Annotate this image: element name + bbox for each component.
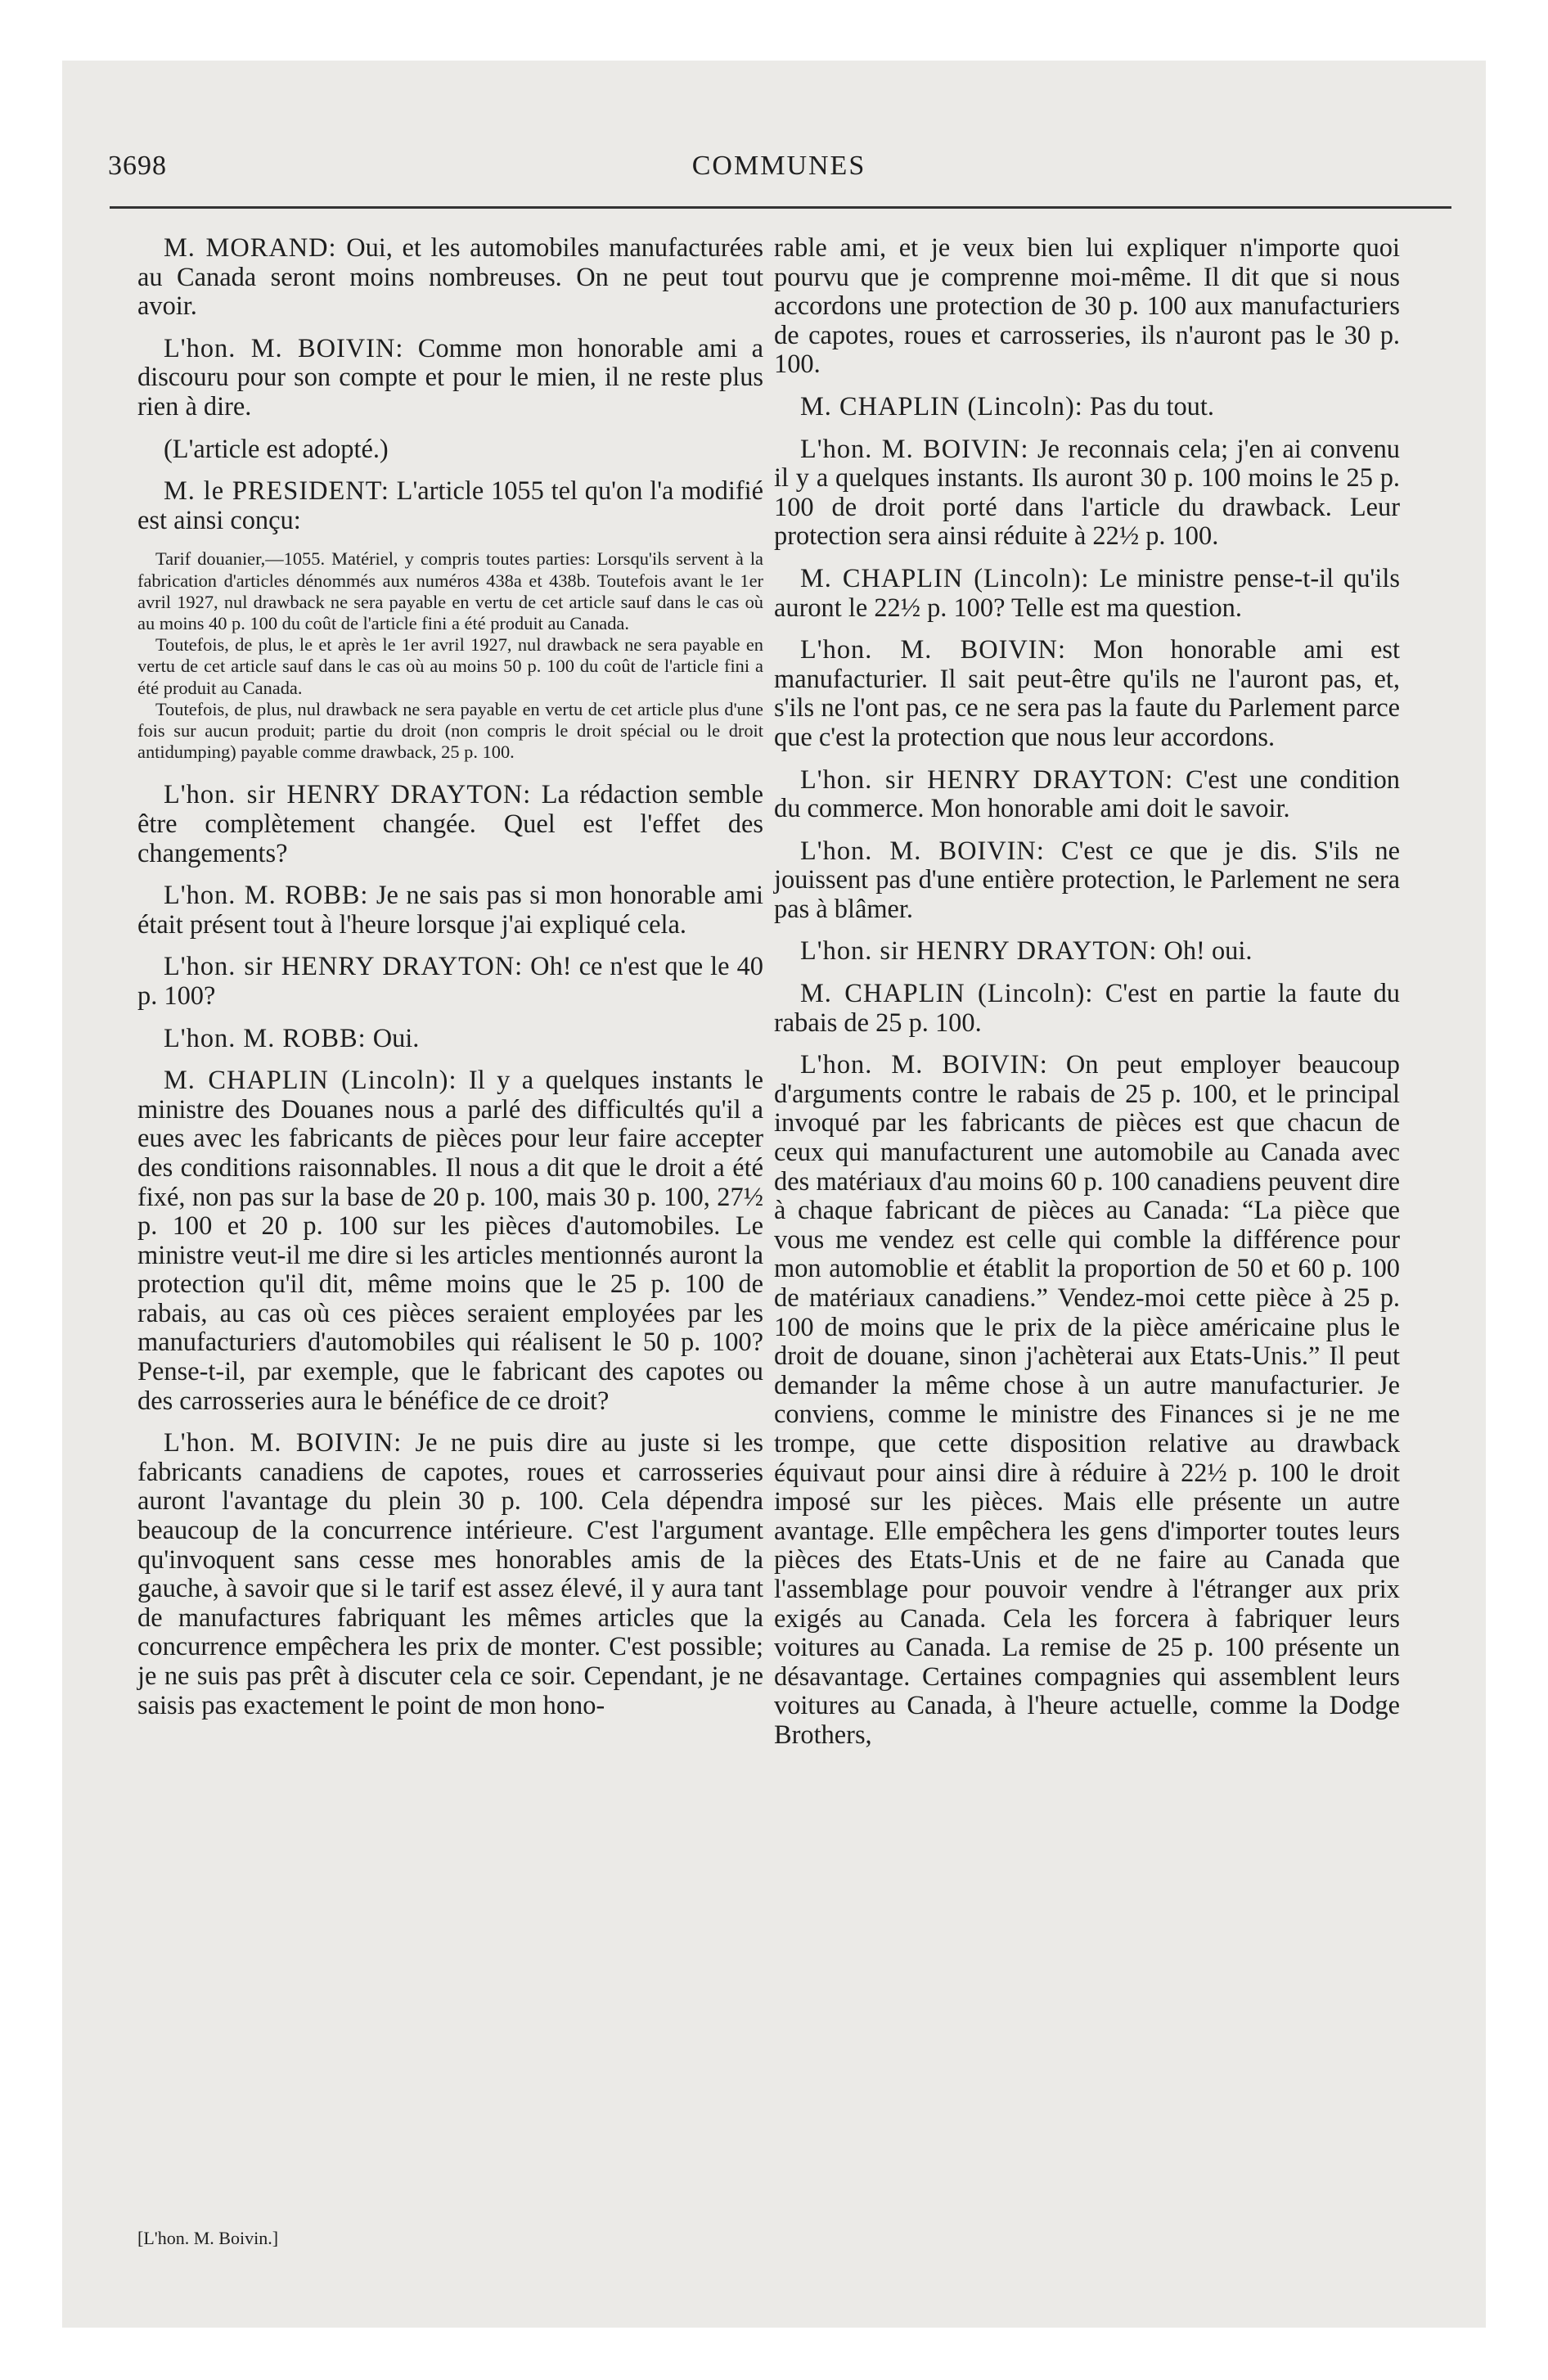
speech-text: C'est en partie la faute du rabais de 25 p. 100. [774,979,1400,1038]
speaker: L'hon. M. BOIVIN: [800,434,1029,464]
running-title: COMMUNES [691,151,866,181]
speech-text: Pas du tout. [1089,391,1214,421]
footer-attribution: [L'hon. M. Boivin.] [137,2228,279,2248]
right-column [774,234,1400,1764]
paragraph [137,234,763,322]
speech-text: Comme mon honorable ami a discouru pour son compte et pour le mien, il ne reste plus rien à dire. [137,333,763,421]
speaker: M. le PRESIDENT: [164,476,389,507]
speech-text: Oui. [372,1023,420,1053]
speaker: L'hon. M. BOIVIN: [800,635,1066,665]
speaker: L'hon. M. BOIVIN: [164,1428,403,1458]
speaker: L'hon. sir HENRY DRAYTON: [800,936,1158,967]
speech-text: La rédaction semble être complètement changée. Quel est l'effet des changements? [137,780,763,868]
procedural-note [137,435,763,465]
speaker: L'hon. sir HENRY DRAYTON: [164,952,524,982]
header-rule [110,206,1451,209]
paragraph [137,781,763,868]
speech-text: Il y a quelques instants le ministre des Douanes nous a parlé des difficultés qu'il a eues avec les fabricants de pièces pour leur faire accepter des conditions raisonnables. Il nous a dit que le droit a été fixé, non pas sur la base de 20 p. 100, mais 30 p. 100, 27½ p. 100 et 20 p. 100 sur les pièces d'automobiles. Le ministre veut-il me dire si les articles mentionnés auront la protection qu'il dit, même moins que le 25 p. 100 de rabais, au cas où ces pièces seraient employées par les manufacturiers d'automobiles qui réalisent le 50 p. 100? Pense-t-il, par exemple, que le fabricant des capotes ou des carrosseries aura le bénéfice de ce droit? [137,1066,763,1416]
speaker: M. MORAND: [164,233,337,263]
tariff-paragraph: Toutefois, de plus, nul drawback ne sera payable en vertu de cet article plus d'une fois sur aucun produit; partie du droit (non compris le droit spécial ou le droit antidumping) payable comme drawback, 25 p. 100. [137,698,763,763]
speech-text: C'est ce que je dis. S'ils ne jouissent pas d'une entière protection, le Parlement ne sera pas à blâmer. [774,836,1401,924]
paragraph [137,881,763,940]
paragraph [774,766,1400,824]
speech-text: L'article 1055 tel qu'on l'a modifié est ainsi conçu: [137,476,763,535]
speech-text: rable ami, et je veux bien lui expliquer n'importe quoi pourvu que je comprenne moi-même. Il dit que si nous accordons une protection de 30 p. 100 aux manufacturiers de capotes, roues et carrosseries, ils n'auront pas le 30 p. 100. [774,233,1400,380]
speaker: M. CHAPLIN (Lincoln): [800,391,1083,421]
speaker: M. CHAPLIN (Lincoln): [164,1066,457,1096]
paragraph [774,1051,1400,1750]
speaker: M. CHAPLIN (Lincoln): [800,563,1090,593]
speaker: M. CHAPLIN (Lincoln): [800,979,1094,1009]
speaker: L'hon. M. ROBB: [164,881,369,911]
speech-text: Mon honorable ami est manufacturier. Il sait peut-être qu'ils ne l'auront pas, et, s'ils ne l'ont pas, ce ne sera pas la faute du Parlement parce que c'est la protection que nous leur accordons. [774,635,1400,752]
speech-text: Oh! oui. [1163,936,1253,967]
tariff-paragraph: Tarif douanier,—1055. Matériel, y compris toutes parties: Lorsqu'ils servent à la fabrication d'articles dénommés aux numéros 438a et 438b. Toutefois avant le 1er avril 1927, nul drawback ne sera payable en vertu de cet article sauf dans le cas où au moins 40 p. 100 du coût de l'article fini a été produit au Canada. [137,548,763,633]
speaker: L'hon. sir HENRY DRAYTON: [800,764,1174,795]
speech-text: Oh! ce n'est que le 40 p. 100? [137,952,763,1011]
speech-text: Le ministre pense-t-il qu'ils auront le 22½ p. 100? Telle est ma question. [774,563,1400,623]
paragraph [774,393,1400,422]
speaker: L'hon. M. BOIVIN: [800,1050,1048,1080]
paragraph [137,477,763,535]
paragraph [137,1066,763,1416]
speech-text: C'est une condition du commerce. Mon honorable ami doit le savoir. [774,764,1400,824]
speech-text: Je ne puis dire au juste si les fabricants canadiens de capotes, roues et carrosseries auront l'avantage du plein 30 p. 100. Cela dépendra beaucoup de la concurrence intérieure. C'est l'argument qu'invoquent sans cesse mes honorables amis de la gauche, à savoir que si le tarif est assez élevé, il y aura tant de manufactures fabriquant les mêmes articles que la concurrence empêchera les prix de monter. C'est possible; je ne suis pas prêt à discuter cela ce soir. Cependant, je ne saisis pas exactement le point de mon hono- [137,1428,764,1720]
tariff-paragraph: Toutefois, de plus, le et après le 1er avril 1927, nul drawback ne sera payable en vertu de cet article sauf dans le cas où au moins 50 p. 100 du coût de l'article fini a été produit au Canada. [137,634,763,698]
speaker: L'hon. M. BOIVIN: [164,333,404,363]
speaker: L'hon. M. ROBB: [164,1023,367,1053]
speaker: L'hon. sir HENRY DRAYTON: [164,780,532,810]
paragraph [774,837,1400,925]
page-number: 3698 [108,151,167,181]
paragraph [137,1429,763,1720]
paragraph [774,980,1400,1038]
paragraph [137,1025,763,1054]
left-column [137,234,763,1733]
paragraph [774,636,1400,752]
paragraph [137,335,763,422]
speech-text: On peut employer beaucoup d'arguments contre le rabais de 25 p. 100, et le principal invoqué par les fabricants de pièces est que chacun de ceux qui manufacturent une automobile au Canada avec des matériaux d'au moins 60 p. 100 canadiens peuvent dire à chaque fabricant de pièces au Canada: “La pièce que vous me vendez est celle qui comble la différence pour mon automoblie et établit la proportion de 50 et 60 p. 100 de matériaux canadiens.” Vendez-moi cette pièce à 25 p. 100 de moins que le prix de la pièce américaine plus le droit de douane, sinon j'achèterai aux Etats-Unis.” Il peut demander la même chose à un autre manufacturier. Je conviens, comme le ministre des Finances si je ne me trompe, que cette disposition relative au drawback équivaut pour ainsi dire à réduire à 22½ p. 100 le droit imposé sur les pièces. Mais elle présente un autre avantage. Elle empêchera les gens d'importer toutes leurs pièces des Etats-Unis et de ne faire au Canada que l'assemblage pour pouvoir vendre à l'étranger aux prix exigés au Canada. Cela les forcera à fabriquer leurs voitures au Canada. La remise de 25 p. 100 présente un désavantage. Certaines compagnies qui assemblent leurs voitures au Canada, à l'heure actuelle, comme la Dodge Brothers, [774,1050,1400,1750]
paragraph [774,937,1400,967]
tariff-quote [137,548,763,763]
paragraph [774,565,1400,623]
page-header [108,144,1450,193]
paragraph [774,435,1400,552]
speech-text: Je reconnais cela; j'en ai convenu il y a quelques instants. Ils auront 30 p. 100 moins le 25 p. 100 de droit porté dans l'article du drawback. Leur protection sera ainsi réduite à 22½ p. 100. [774,434,1400,552]
paragraph [774,234,1400,380]
speech-text: Oui, et les automobiles manufacturées au Canada seront moins nombreuses. On ne peut tout avoir. [137,233,763,322]
speech-text: Je ne sais pas si mon honorable ami était présent tout à l'heure lorsque j'ai expliqué cela. [137,881,763,940]
paragraph [137,953,763,1011]
speech-text: (L'article est adopté.) [164,434,389,464]
speaker: L'hon. M. BOIVIN: [800,836,1045,866]
